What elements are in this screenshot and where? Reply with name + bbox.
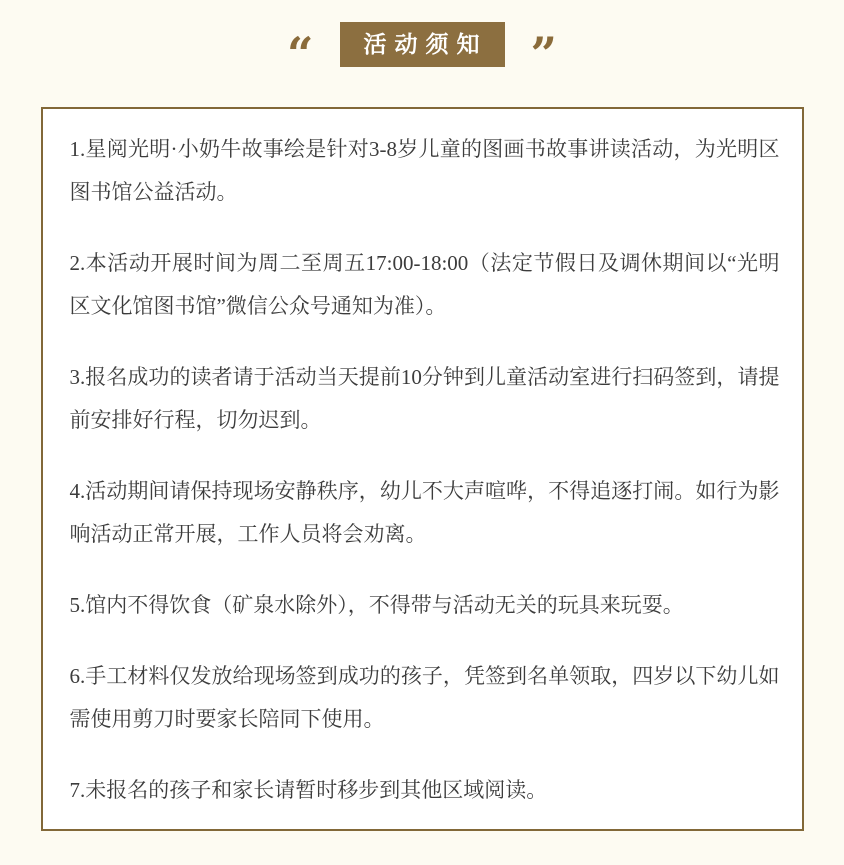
section-title-badge [340,22,505,67]
open-quote-icon: “ [287,27,314,81]
notice-item-4: 4.活动期间请保持现场安静秩序，幼儿不大声喧哗，不得追逐打闹。如行为影响活动正常开展，工作人员将会劝离。 [69,479,780,546]
section-title: 活动须知 [363,31,488,57]
notice-item-5: 5.馆内不得饮食（矿泉水除外），不得带与活动无关的玩具来玩耍。 [69,593,684,617]
notice-item-7: 7.未报名的孩子和家长请暂时移步到其他区域阅读。 [69,778,548,802]
notice-item-2: 2.本活动开展时间为周二至周五17:00-18:00（法定节假日及调休期间以“光明区文化馆图书馆”微信公众号通知为准）。 [69,251,780,318]
notice-box [41,107,804,831]
notice-item-3: 3.报名成功的读者请于活动当天提前10分钟到儿童活动室进行扫码签到，请提前安排好行程，切勿迟到。 [69,365,780,432]
close-quote-icon: ” [530,27,557,81]
notice-item-1: 1.星阅光明·小奶牛故事绘是针对3-8岁儿童的图画书故事讲读活动，为光明区图书馆公益活动。 [69,137,780,204]
notice-item-6: 6.手工材料仅发放给现场签到成功的孩子，凭签到名单领取，四岁以下幼儿如需使用剪刀时要家长陪同下使用。 [69,664,780,731]
section-header [0,0,844,81]
